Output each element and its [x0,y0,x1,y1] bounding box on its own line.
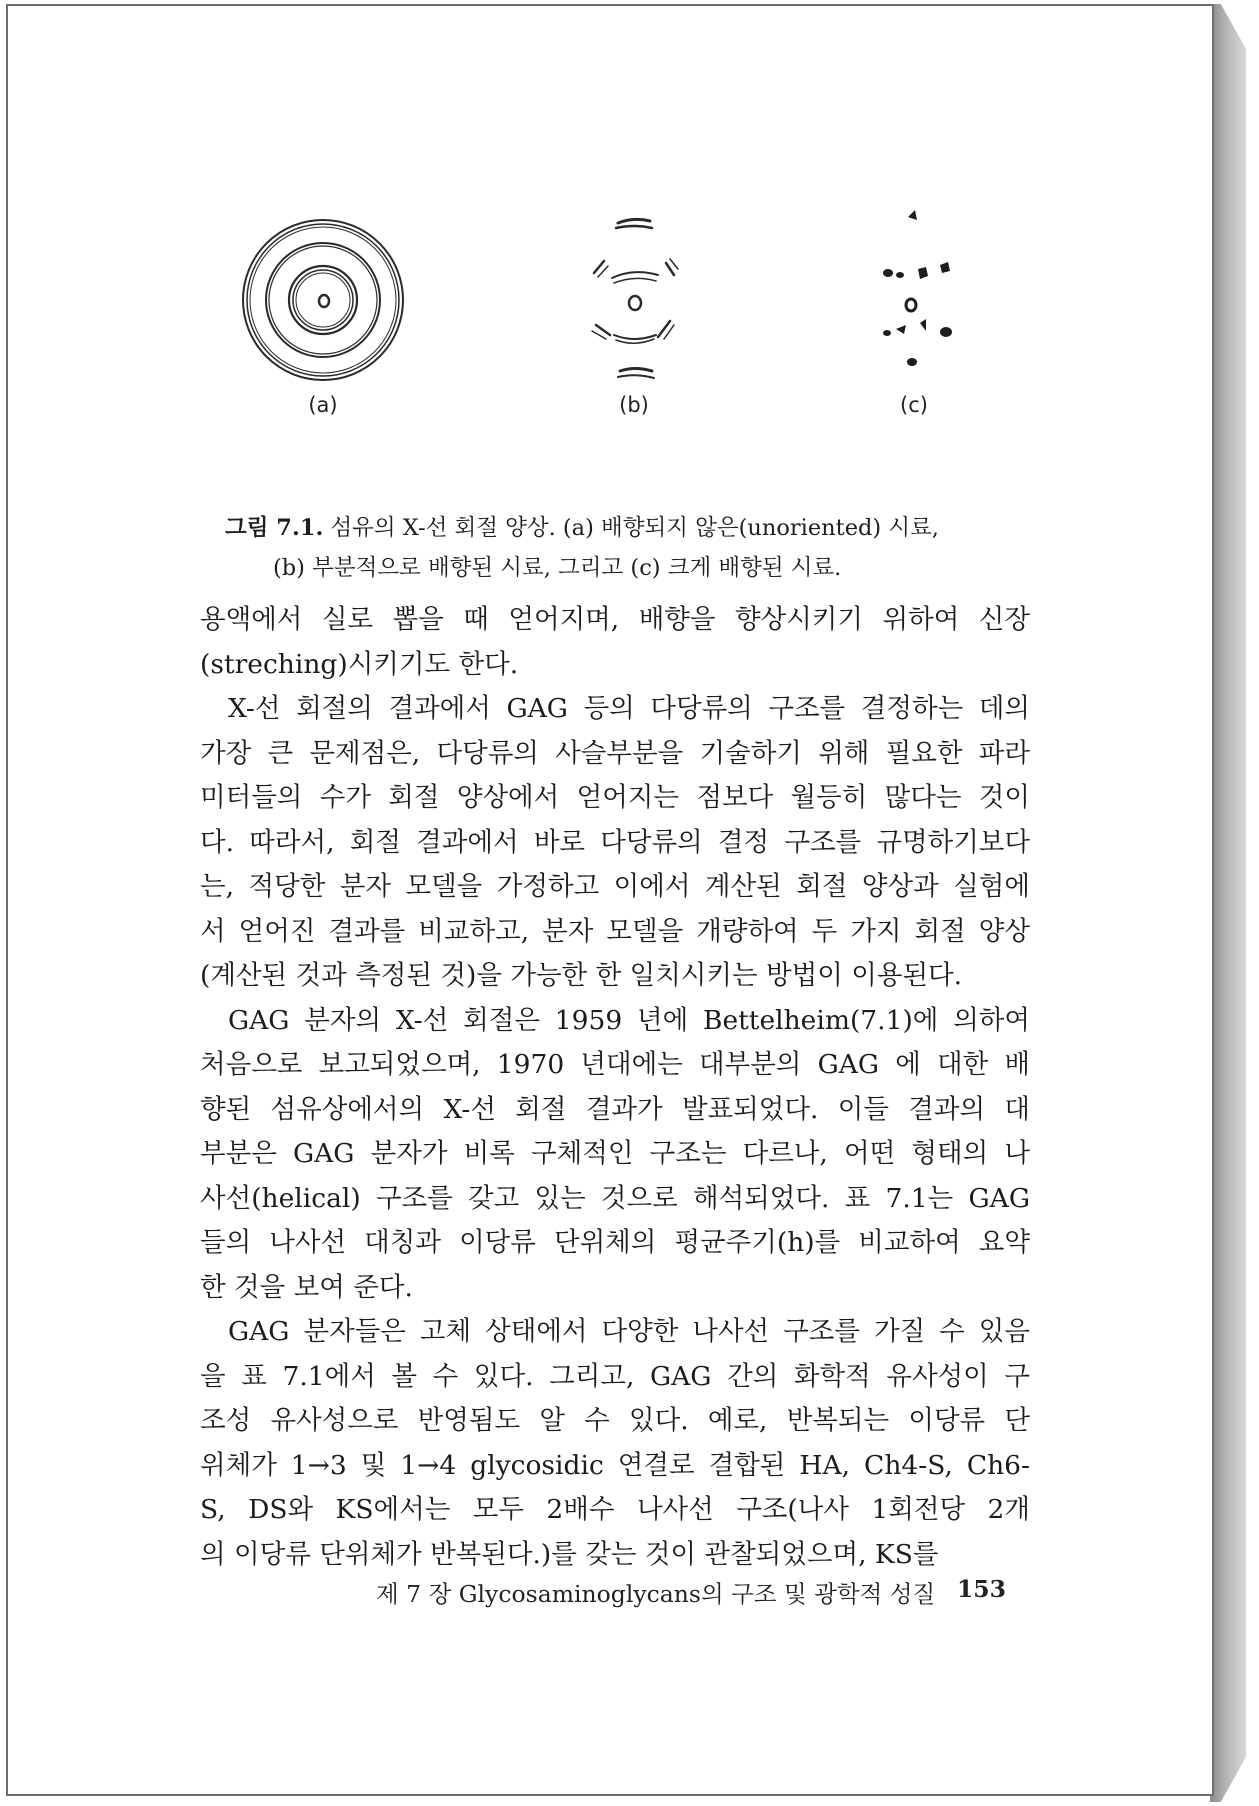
text-line: (계산된 것과 측정된 것)을 가능한 한 일치시키는 방법이 이용된다. [200,960,963,991]
text-line: 미터들의 수가 회절 양상에서 얻어지는 점보다 월등히 많다는 것이 [200,782,1030,813]
panel-label-c: (c) [900,393,928,417]
caption-figure-number: 그림 7.1. [225,515,324,541]
paragraph [200,598,1030,687]
panel-label-a: (a) [308,393,338,417]
diffraction-pattern-highly-oriented [860,207,980,417]
caption-line-2: (b) 부분적으로 배향된 시료, 그리고 (c) 크게 배향된 시료. [273,555,842,581]
page-number: 153 [956,1575,1006,1603]
text-line: GAG 분자들은 고체 상태에서 다양한 나사선 구조를 가질 수 있음 [228,1316,1030,1347]
text-line: 조성 유사성으로 반영됨도 알 수 있다. 예로, 반복되는 이당류 단 [200,1405,1030,1436]
text-line: X-선 회절의 결과에서 GAG 등의 다당류의 구조를 결정하는 데의 [228,693,1030,724]
text-line: 을 표 7.1에서 볼 수 있다. 그리고, GAG 간의 화학적 유사성이 구 [200,1360,1030,1392]
text-line: (streching)시키기도 한다. [200,648,519,680]
paragraph [200,1310,1030,1577]
panel-label-b: (b) [619,393,649,417]
text-line: 는, 적당한 분자 모델을 가정하고 이에서 계산된 회절 양상과 실험에 [200,871,1030,902]
text-line: 서 얻어진 결과를 비교하고, 분자 모델을 개량하여 두 가지 회절 양상 [200,915,1030,947]
text-line: 다. 따라서, 회절 결과에서 바로 다당류의 결정 구조를 규명하기보다 [200,826,1030,858]
paragraph [200,687,1030,999]
text-line: 부분은 GAG 분자가 비록 구체적인 구조는 다르나, 어떤 형태의 나 [200,1138,1030,1169]
text-line: GAG 분자의 X-선 회절은 1959 년에 Bettelheim(7.1)에 의하여 [228,1004,1030,1036]
paragraph [200,999,1030,1311]
running-title: 제 7 장 Glycosaminoglycans의 구조 및 광학적 성질 [376,1580,936,1608]
figure-caption [225,508,1030,588]
caption-line-1 [225,508,1030,548]
text-line: 한 것을 보여 준다. [200,1271,413,1303]
text-line: 위체가 1→3 및 1→4 glycosidic 연결로 결합된 HA, Ch4-S, Ch6- [200,1449,1030,1481]
caption-text-1: 섬유의 X-선 회절 양상. (a) 배향되지 않은(unoriented) 시료, [330,515,939,541]
diffraction-pattern-partially-oriented [570,211,700,417]
diffraction-pattern-unoriented [238,215,408,417]
text-line: 향된 섬유상에서의 X-선 회절 결과가 발표되었다. 이들 결과의 대 [200,1093,1030,1125]
figure-7-1 [230,215,1030,485]
text-line: 의 이당류 단위체가 반복된다.)를 갖는 것이 관찰되었으며, KS를 [200,1538,939,1570]
text-line: 가장 큰 문제점은, 다당류의 사슬부분을 기술하기 위해 필요한 파라 [200,737,1030,769]
text-line: 처음으로 보고되었으며, 1970 년대에는 대부분의 GAG 에 대한 배 [200,1049,1030,1080]
body-text [200,598,1030,1577]
text-line: 용액에서 실로 뽑을 때 얻어지며, 배향을 향상시키기 위하여 신장 [200,604,1030,635]
page-curl-shadow [1210,4,1246,1802]
text-line: S, DS와 KS에서는 모두 2배수 나사선 구조(나사 1회전당 2개 [200,1494,1030,1525]
text-line: 들의 나사선 대칭과 이당류 단위체의 평균주기(h)를 비교하여 요약 [200,1227,1030,1258]
text-line: 사선(helical) 구조를 갖고 있는 것으로 해석되었다. 표 7.1는 GAG [200,1182,1030,1214]
page-footer [376,1575,1006,1609]
